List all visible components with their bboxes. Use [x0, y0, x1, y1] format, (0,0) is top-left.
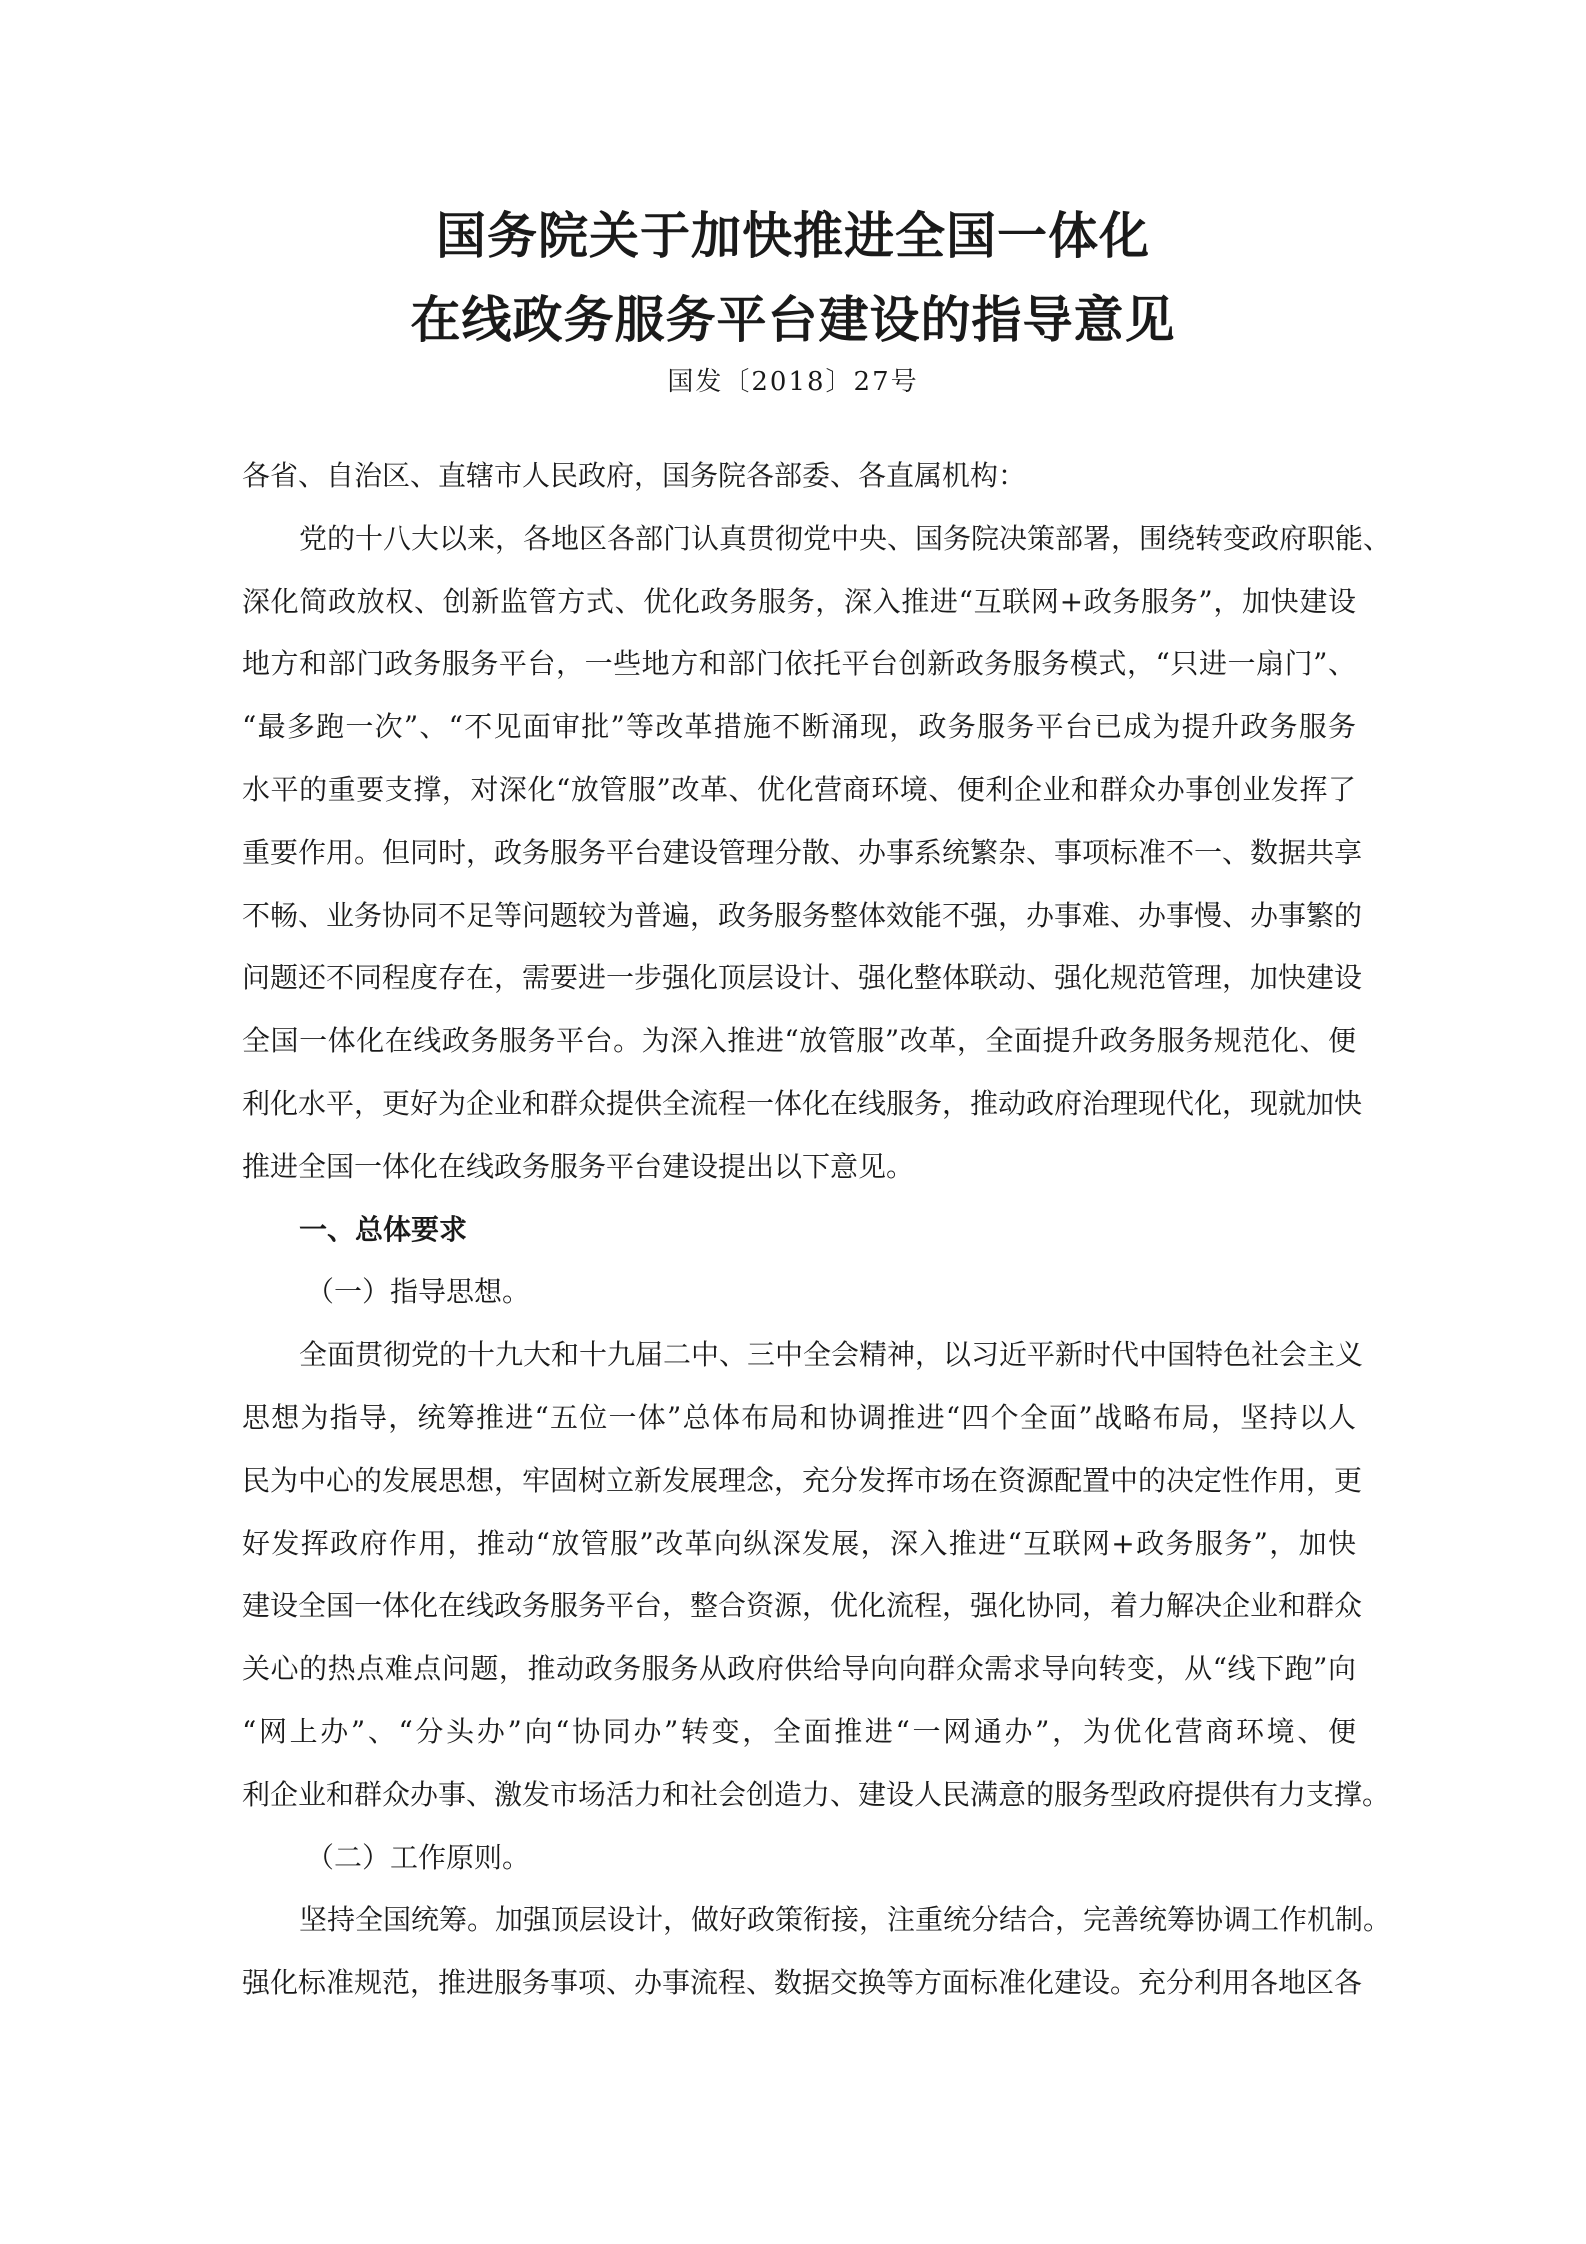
paragraph-first-line: 坚持全国统筹。加强顶层设计，做好政策衔接，注重统分结合，完善统筹协调工作机制。: [299, 1903, 1392, 1937]
text-line: “网上办”、“分头办”向“协同办”转变，全面推进“一网通办”，为优化营商环境、便: [242, 1714, 1356, 1748]
text-line: 深化简政放权、创新监管方式、优化政务服务，深入推进“互联网+政务服务”，加快建设: [242, 584, 1356, 618]
text-line: 思想为指导，统筹推进“五位一体”总体布局和协调推进“四个全面”战略布局，坚持以人: [242, 1400, 1356, 1434]
text-line: 全国一体化在线政务服务平台。为深入推进“放管服”改革，全面提升政务服务规范化、便: [242, 1024, 1356, 1058]
text-line: 重要作用。但同时，政务服务平台建设管理分散、办事系统繁杂、事项标准不一、数据共享: [242, 835, 1363, 869]
document-body: [242, 445, 1392, 2015]
text-line: 地方和部门政务服务平台，一些地方和部门依托平台创新政务服务模式，“只进一扇门”、: [242, 647, 1356, 681]
text-line: 问题还不同程度存在，需要进一步强化顶层设计、强化整体联动、强化规范管理，加快建设: [242, 961, 1363, 995]
subsection-heading: （一）指导思想。: [306, 1275, 531, 1309]
subsection-heading: （二）工作原则。: [306, 1840, 531, 1874]
text-line: 强化标准规范，推进服务事项、办事流程、数据交换等方面标准化建设。充分利用各地区各: [242, 1966, 1363, 2000]
paragraph-first-line: 党的十八大以来，各地区各部门认真贯彻党中央、国务院决策部署，围绕转变政府职能、: [299, 521, 1392, 555]
text-line: 水平的重要支撑，对深化“放管服”改革、优化营商环境、便利企业和群众办事创业发挥了: [242, 772, 1356, 806]
text-line: 各省、自治区、直辖市人民政府，国务院各部委、各直属机构：: [242, 459, 1027, 492]
section-heading: 一、总体要求: [299, 1212, 468, 1246]
text-line: “最多跑一次”、“不见面审批”等改革措施不断涌现，政务服务平台已成为提升政务服务: [242, 710, 1356, 744]
text-line: 民为中心的发展思想，牢固树立新发展理念，充分发挥市场在资源配置中的决定性作用，更: [242, 1463, 1363, 1497]
text-line: 建设全国一体化在线政务服务平台，整合资源，优化流程，强化协同，着力解决企业和群众: [242, 1589, 1363, 1623]
text-line: 不畅、业务协同不足等问题较为普遍，政务服务整体效能不强，办事难、办事慢、办事繁的: [242, 898, 1363, 932]
text-line: 利企业和群众办事、激发市场活力和社会创造力、建设人民满意的服务型政府提供有力支撑。: [242, 1777, 1391, 1811]
document-title-line-2: 在线政务服务平台建设的指导意见: [410, 291, 1176, 349]
text-line: 关心的热点难点问题，推动政务服务从政府供给导向向群众需求导向转变，从“线下跑”向: [242, 1652, 1356, 1686]
text-line: 利化水平，更好为企业和群众提供全流程一体化在线服务，推动政府治理现代化，现就加快: [242, 1086, 1363, 1120]
paragraph-first-line: 全面贯彻党的十九大和十九届二中、三中全会精神，以习近平新时代中国特色社会主义: [299, 1338, 1364, 1372]
text-line: 推进全国一体化在线政务服务平台建设提出以下意见。: [242, 1149, 915, 1183]
text-line: 好发挥政府作用，推动“放管服”改革向纵深发展，深入推进“互联网+政务服务”，加快: [242, 1526, 1356, 1560]
document-title-line-1: 国务院关于加快推进全国一体化: [436, 207, 1150, 265]
document-number: 国发〔2018〕27号: [667, 367, 919, 397]
